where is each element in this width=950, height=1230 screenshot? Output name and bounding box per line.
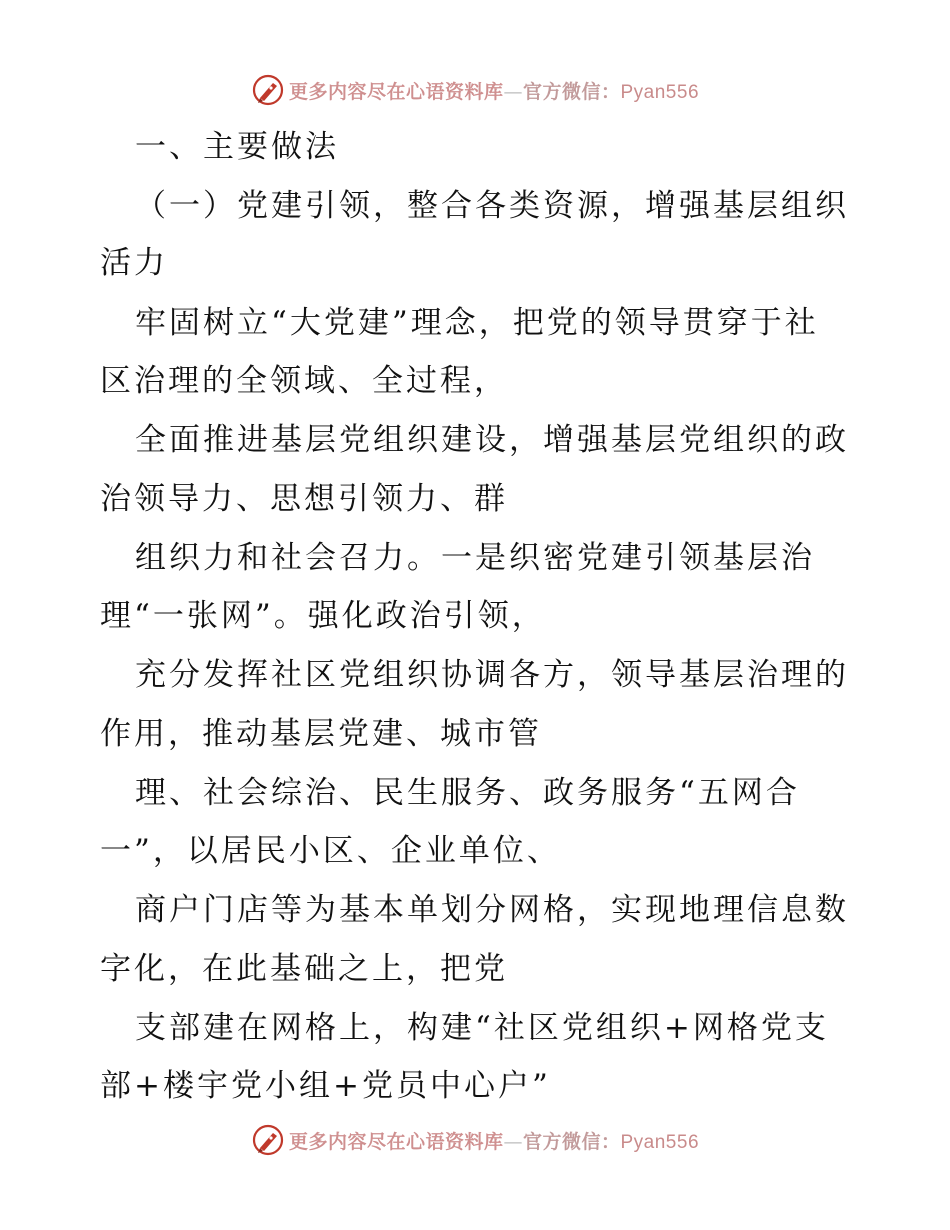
subsection-heading-line-2: 活力: [100, 245, 168, 281]
paragraph-line: 区治理的全领域、全过程，: [100, 363, 508, 399]
watermark-brand: 更多内容尽在心语资料库: [288, 1130, 504, 1153]
watermark-separator: —: [503, 1130, 523, 1153]
paragraph-line: 一”，以居民小区、企业单位、: [100, 833, 561, 869]
paragraph-line: 支部建在网格上，构建“社区党组织+网格党支: [135, 1010, 829, 1046]
watermark-wechat-id: Pyan556: [620, 1131, 700, 1153]
paragraph-line: 组织力和社会召力。一是织密党建引领基层治: [135, 540, 815, 576]
watermark-official-label: 官方微信：: [522, 1130, 621, 1153]
paragraph-line: 治领导力、思想引领力、群: [100, 481, 508, 517]
watermark-brand: 更多内容尽在心语资料库: [288, 80, 504, 103]
watermark-text: [289, 77, 699, 104]
watermark-wechat-id: Pyan556: [620, 81, 700, 103]
watermark-text: [289, 1127, 699, 1154]
paragraph-line: 商户门店等为基本单划分网格，实现地理信息数: [135, 892, 849, 928]
paragraph-line: 牢固树立“大党建”理念，把党的领导贯穿于社: [135, 305, 819, 341]
watermark-separator: —: [503, 80, 523, 103]
footer-watermark: [0, 1120, 950, 1160]
paragraph-line: 部+楼宇党小组+党员中心户”: [100, 1068, 551, 1104]
paragraph-line: 字化，在此基础之上，把党: [100, 951, 508, 987]
section-heading: 一、主要做法: [135, 129, 339, 165]
paragraph-line: 理、社会综治、民生服务、政务服务“五网合: [135, 775, 800, 811]
paragraph-line: 作用，推动基层党建、城市管: [100, 716, 542, 752]
paragraph-line: 全面推进基层党组织建设，增强基层党组织的政: [135, 422, 849, 458]
pen-logo-icon: [251, 1123, 285, 1157]
watermark-official-label: 官方微信：: [522, 80, 621, 103]
header-watermark: [0, 70, 950, 110]
paragraph-line: 理“一张网”。强化政治引领，: [100, 598, 546, 634]
pen-logo-icon: [251, 73, 285, 107]
subsection-heading-line-1: （一）党建引领，整合各类资源，增强基层组织: [135, 188, 849, 224]
paragraph-line: 充分发挥社区党组织协调各方，领导基层治理的: [135, 657, 849, 693]
